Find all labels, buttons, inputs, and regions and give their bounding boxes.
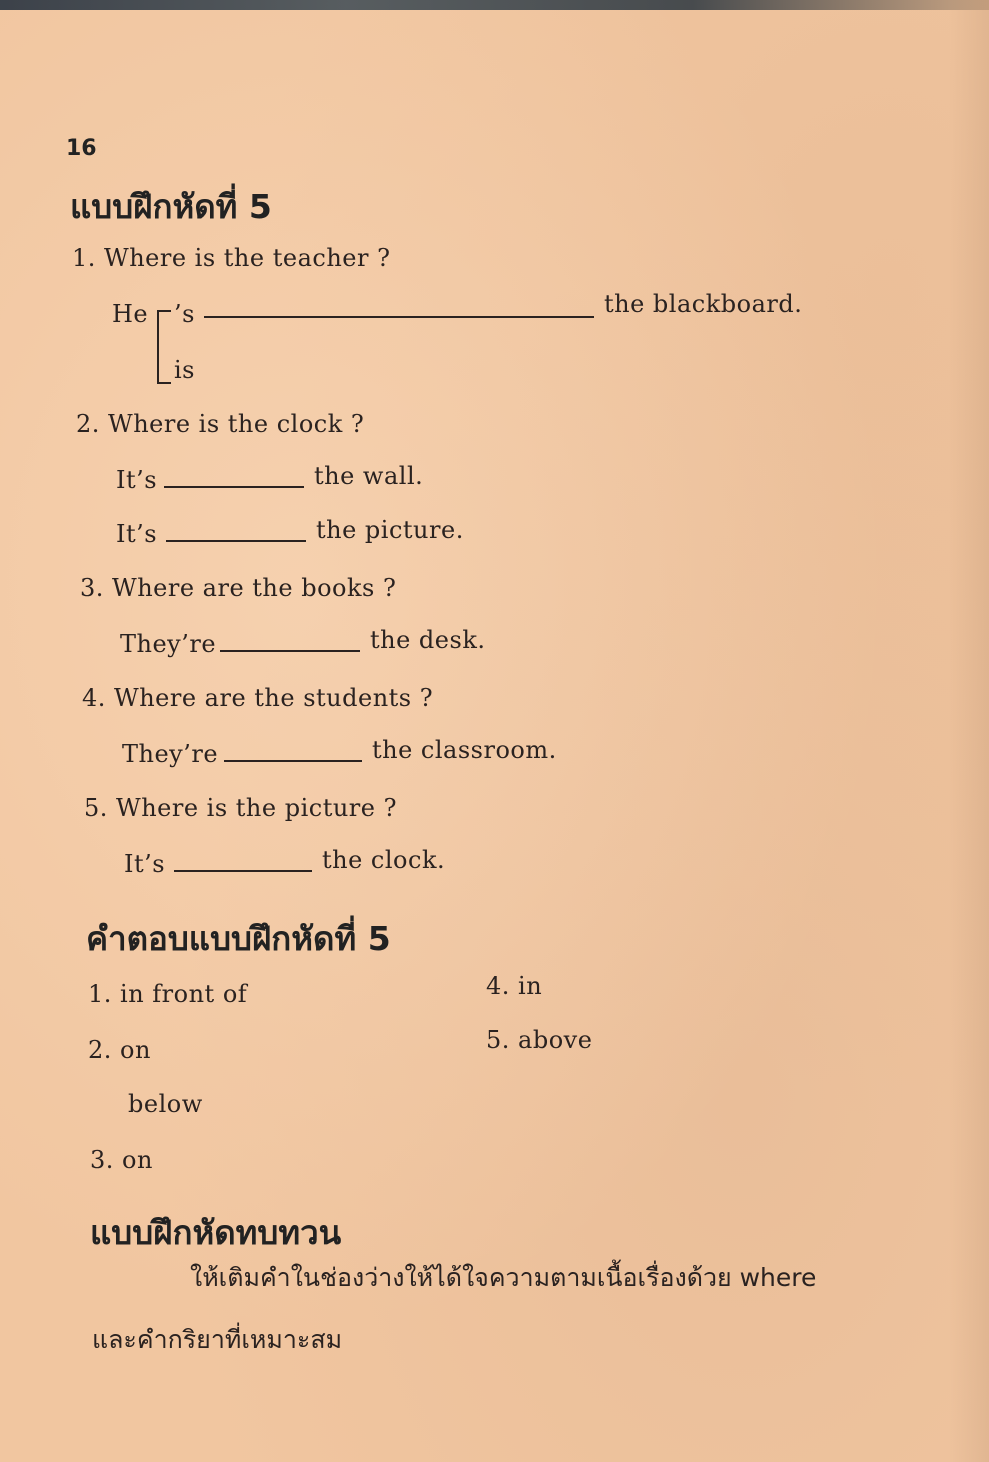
answer-item: below [128, 1090, 203, 1118]
question-5: 5. Where is the picture ? [84, 794, 397, 822]
review-instruction-line-1: ให้เติมคำในช่องว่างให้ได้ใจความตามเนื้อเรื่องด้วย where [190, 1263, 817, 1292]
q5-answer-end: the clock. [322, 846, 446, 874]
question-2: 2. Where is the clock ? [76, 410, 365, 438]
answer-item: 1. in front of [88, 980, 248, 1008]
answers-5-heading: คำตอบแบบฝึกหัดที่ 5 [86, 919, 391, 958]
q4-blank[interactable] [224, 760, 362, 762]
exercise-5-heading: แบบฝึกหัดที่ 5 [70, 187, 272, 226]
q2-blank-1[interactable] [164, 486, 304, 488]
q1-option-contraction: ’s [174, 300, 195, 328]
q3-blank[interactable] [220, 650, 360, 652]
answer-item: 5. above [486, 1026, 593, 1054]
question-1: 1. Where is the teacher ? [72, 244, 391, 272]
review-heading: แบบฝึกหัดทบทวน [90, 1213, 342, 1252]
q5-blank[interactable] [174, 870, 312, 872]
q2-answer-1-start: It’s [116, 466, 158, 494]
answer-item: 4. in [486, 972, 543, 1000]
question-3: 3. Where are the books ? [80, 574, 397, 602]
q3-answer-end: the desk. [370, 626, 486, 654]
q2-blank-2[interactable] [166, 540, 306, 542]
page-number: 16 [66, 136, 97, 161]
q2-answer-2-end: the picture. [316, 516, 464, 544]
q2-answer-1-end: the wall. [314, 462, 424, 490]
q1-bracket [157, 310, 171, 384]
scan-top-edge [0, 0, 989, 10]
answer-item: 3. on [90, 1146, 153, 1174]
q1-subject: He [112, 300, 149, 328]
q2-answer-2-start: It’s [116, 520, 158, 548]
q4-answer-end: the classroom. [372, 736, 557, 764]
review-instruction-line-2: และคำกริยาที่เหมาะสม [92, 1325, 343, 1354]
question-4: 4. Where are the students ? [82, 684, 434, 712]
page-shadow [949, 0, 989, 1462]
answer-item: 2. on [88, 1036, 151, 1064]
q1-option-is: is [174, 356, 195, 384]
q1-tail: the blackboard. [604, 290, 803, 318]
q3-answer-start: They’re [120, 630, 217, 658]
q5-answer-start: It’s [124, 850, 166, 878]
q4-answer-start: They’re [122, 740, 219, 768]
q1-blank[interactable] [204, 316, 594, 318]
